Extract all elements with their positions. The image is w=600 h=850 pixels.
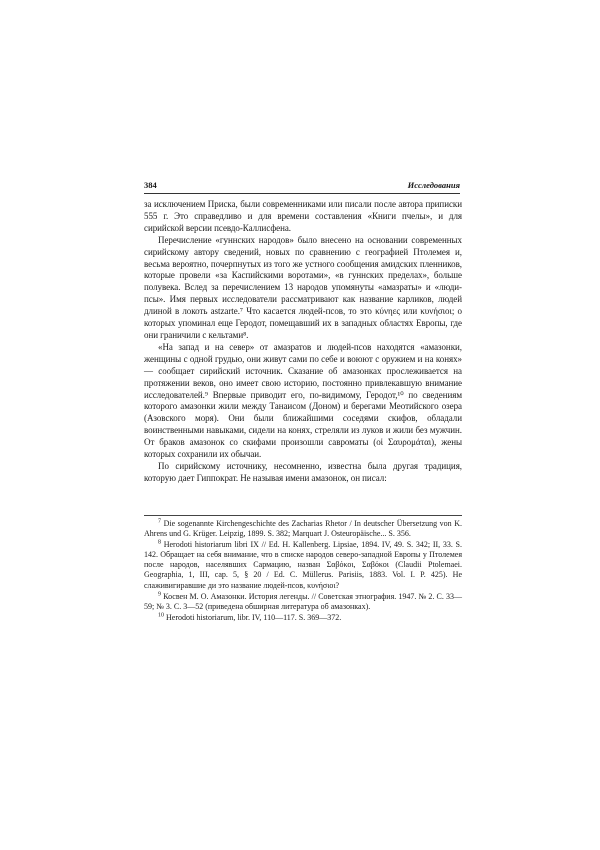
footnote-mark: 10 (158, 612, 164, 619)
footnote-rule (144, 515, 462, 516)
footnote-mark: 8 (158, 539, 161, 546)
footnote-text: Косвен М. О. Амазонки. История легенды. // Советская этнография. 1947. № 2. С. 33—59; № 3. С. 3—52 (приведена обширная литература об амазонках). (144, 591, 463, 611)
footnote-mark: 7 (158, 518, 161, 525)
footnote (144, 592, 462, 612)
section-title: Исследования (407, 180, 460, 190)
footnote (144, 540, 462, 590)
paragraph: «На запад и на север» от амазратов и людей-псов находятся «амазонки, женщины с одной грудью, они живут сами по себе и воюют с оружием и на конях» — сообщает сирийский источник. Сказание об амазонках прослеживается на протяжении веков, оно имеет свою историю, постоянно привлекавшую внимание исследователей.⁹ Впервые приводит его, по-видимому, Геродот,¹⁰ по сведениям которого амазонки жили между Танаисом (Доном) и берегами Меотийского озера (Азовского моря). Они были ближайшими соседями скифов, обладали воинственными навыками, сидели на конях, стреляли из луков и жили без мужчин. От браков амазонок со скифами произошли савроматы (οἱ Σαυρομάται), жены которых сохранили их обычаи. (144, 341, 462, 460)
footnote-text: Die sogenannte Kirchengeschichte des Zacharias Rhetor / In deutscher Übersetzung von K. Ahrens und G. Krüger. Leipzig, 1899. S. 382; Marquart J. Osteuropäische... S. 356. (144, 519, 463, 539)
footnote-text: Herodoti historiarum, libr. IV, 110—117. S. 369—372. (166, 612, 342, 622)
page-number: 384 (144, 180, 157, 190)
header-rule (144, 193, 460, 194)
footnote-mark: 9 (158, 591, 161, 597)
footnotes (144, 519, 462, 624)
paragraph: Перечисление «гуннских народов» было внесено на основании современных сирийскому автору сведений, новых по сравнению с географией Птолемея и, весьма вероятно, почерпнутых из того же устного сообщения амидских пленников, которые провели «за Каспийскими воротами», «в гуннских пределах», больше полувека. Вслед за перечислением 13 народов упомянуты «амазраты» и «люди-псы». Имя первых исследователи рассматривают как название карликов, людей длиной в локоть astzarte.⁷ Что касается людей-псов, то это κύνηες или κυνήσιοι; о которых упоминал еще Геродот, помещавший их в западных областях Европы, где они граничили с кельтами⁸. (144, 234, 462, 340)
running-header (144, 179, 460, 193)
body-text (144, 199, 462, 485)
paragraph: за исключением Приска, были современниками или писали после автора приписки 555 г. Это справедливо и для времени составления «Книги пчелы», и для сирийской версии псевдо-Каллисфена. (144, 199, 462, 233)
footnote (144, 613, 462, 623)
paragraph: По сирийскому источнику, несомненно, известна была другая традиция, которую дает Гиппократ. Не называя имени амазонок, он писал: (144, 460, 462, 483)
footnote (144, 519, 462, 539)
footnote-text: Herodoti historiarum libri IX // Ed. H. Kallenberg. Lipsiae, 1894. IV, 49. S. 342; II, 33. S. 142. Обращает на себя внимание, что в списке народов северо-западной Европы у Птолемея после народов, населявших Сармацию, назван Σαβόκοι, Σαβόκοι (Claudii Ptolemaei. Geographia, 1, III, cap. 5, § 20 / Ed. C. Müllerus. Parisiis, 1883. Vol. I. P. 425). Не слаживигиравшие ди это название людей-псов, κυνήσιοι? (144, 540, 463, 590)
